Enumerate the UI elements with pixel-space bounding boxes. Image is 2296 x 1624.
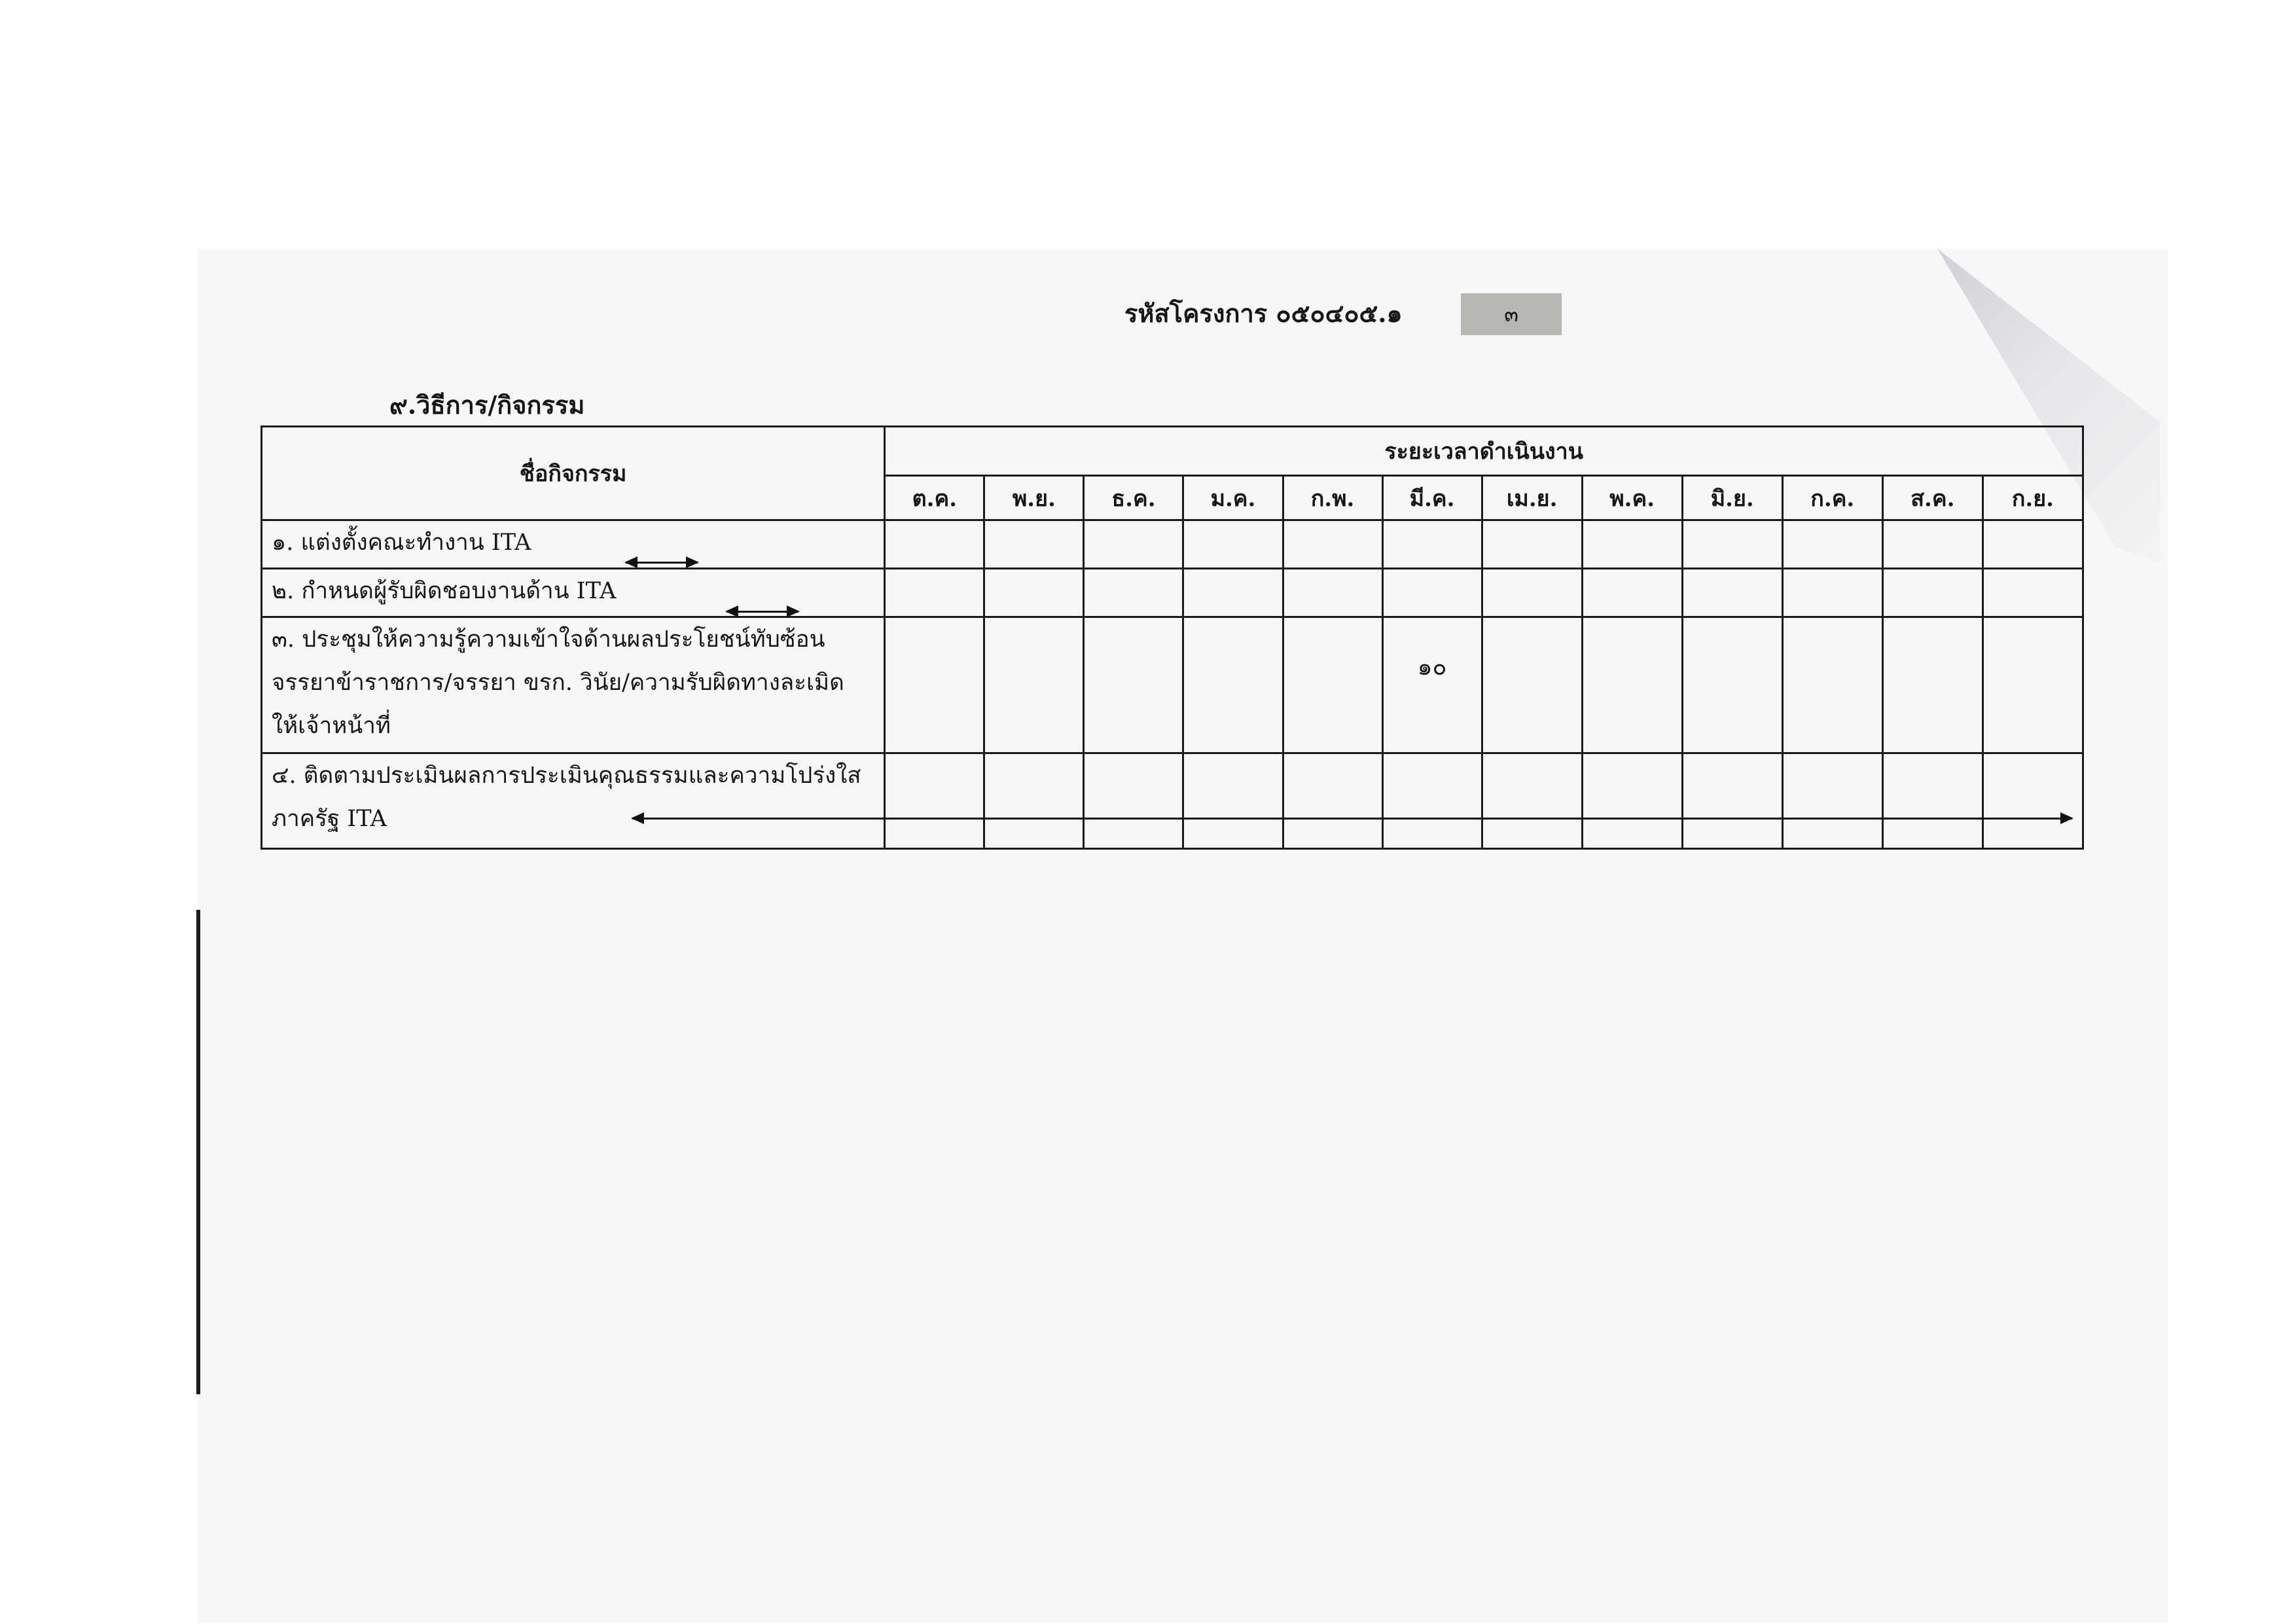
month-header: พ.ค. xyxy=(1582,476,1682,520)
activity-name xyxy=(262,753,885,849)
activity-line: ๑. แต่งตั้งคณะทำงาน ITA xyxy=(272,530,531,556)
timeline-arrow-nov xyxy=(726,611,798,613)
month-header: มิ.ย. xyxy=(1682,476,1782,520)
activity-name-header: ชื่อกิจกรรม xyxy=(262,427,885,520)
timeline-arrow-oct-to-sep xyxy=(632,818,2072,820)
cell-note: ๑๐ xyxy=(1417,654,1447,681)
activity-name xyxy=(262,520,885,569)
activity-line: ๒. กำหนดผู้รับผิดชอบงานด้าน ITA xyxy=(272,578,617,604)
table-row xyxy=(262,520,2083,569)
period-header: ระยะเวลาดำเนินงาน xyxy=(885,427,2083,476)
month-header: ธ.ค. xyxy=(1084,476,1183,520)
activity-line: ๔. ติดตามประเมินผลการประเมินคุณธรรมและความโปร่งใส xyxy=(272,763,861,789)
month-header: ส.ค. xyxy=(1882,476,1982,520)
month-header: เม.ย. xyxy=(1482,476,1582,520)
activity-line: ให้เจ้าหน้าที่ xyxy=(272,713,391,739)
project-code: รหัสโครงการ ๐๕๐๔๐๕.๑ xyxy=(1124,298,1403,328)
month-header: ม.ค. xyxy=(1183,476,1283,520)
activity-line: ภาครัฐ ITA xyxy=(272,806,387,832)
section-title: ๙.วิธีการ/กิจกรรม xyxy=(389,390,585,420)
paper-edge-shadow xyxy=(196,910,200,1394)
table-row xyxy=(262,569,2083,617)
activity-line: ๓. ประชุมให้ความรู้ความเข้าใจด้านผลประโยชน์ทับซ้อน xyxy=(272,626,825,653)
month-header: ต.ค. xyxy=(885,476,984,520)
month-header: ก.พ. xyxy=(1283,476,1382,520)
month-header: มี.ค. xyxy=(1382,476,1482,520)
activity-name xyxy=(262,617,885,753)
month-header: ก.ค. xyxy=(1782,476,1882,520)
table-row xyxy=(262,753,2083,849)
month-header: พ.ย. xyxy=(984,476,1084,520)
page-number-badge: ๓ xyxy=(1461,293,1562,335)
table-row xyxy=(262,617,2083,753)
activity-line: จรรยาข้าราชการ/จรรยา ขรก. วินัย/ความรับผิดทางละเมิด xyxy=(272,670,844,696)
timeline-arrow-oct xyxy=(626,562,698,564)
activity-schedule-table xyxy=(260,425,2084,850)
month-header: ก.ย. xyxy=(1982,476,2083,520)
